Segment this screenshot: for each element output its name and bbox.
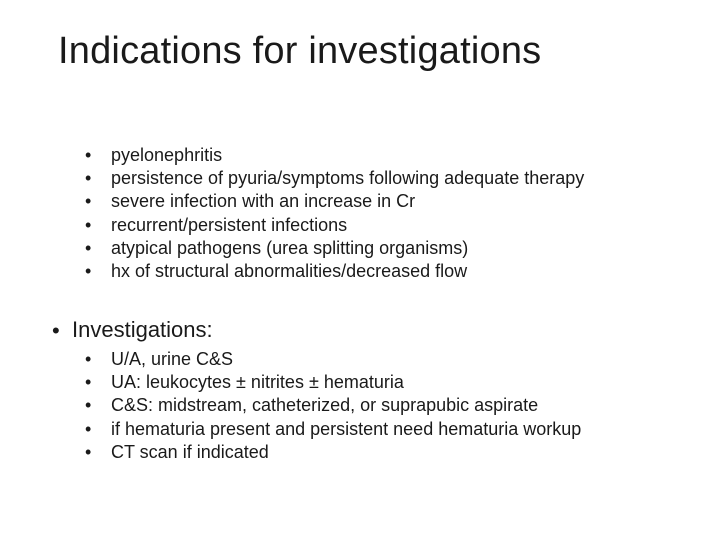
bullet-icon: •	[85, 145, 92, 165]
indications-list	[85, 144, 585, 283]
list-item	[85, 260, 584, 283]
list-item-text: hx of structural abnormalities/decreased flow	[111, 261, 468, 282]
list-item	[85, 348, 581, 371]
list-item	[85, 167, 585, 190]
slide-title: Indications for investigations	[58, 30, 542, 72]
list-item	[85, 418, 582, 441]
bullet-icon: •	[85, 214, 92, 235]
bullet-icon: •	[85, 372, 92, 393]
list-item-text: CT scan if indicated	[111, 441, 269, 462]
list-item	[85, 394, 581, 417]
investigations-heading-wrap	[52, 317, 213, 342]
list-item-text: C&S: midstream, catheterized, or suprapubic aspirate	[111, 395, 539, 416]
list-item-text: U/A, urine C&S	[111, 349, 234, 369]
list-item-text: severe infection with an increase in Cr	[111, 191, 416, 212]
list-item	[85, 441, 581, 464]
list-item-text: UA: leukocytes ± nitrites ± hematuria	[111, 372, 404, 393]
bullet-icon: •	[85, 441, 92, 462]
bullet-icon: •	[85, 418, 92, 439]
list-item	[85, 144, 584, 167]
list-item-text: atypical pathogens (urea splitting organisms)	[111, 237, 469, 258]
list-item	[85, 214, 584, 237]
list-item-text: recurrent/persistent infections	[111, 214, 348, 235]
investigations-heading: Investigations:	[72, 317, 213, 342]
list-item-text: pyelonephritis	[111, 145, 223, 165]
bullet-icon: •	[85, 168, 92, 189]
bullet-icon: •	[85, 261, 92, 282]
bullet-icon: •	[85, 237, 92, 258]
investigations-list	[85, 348, 582, 464]
list-item	[85, 371, 581, 394]
list-item	[85, 237, 584, 260]
list-item-text: if hematuria present and persistent need hematuria workup	[111, 418, 582, 439]
bullet-icon: •	[85, 191, 92, 212]
bullet-icon: •	[85, 349, 92, 369]
list-item	[52, 316, 213, 344]
bullet-icon: •	[85, 395, 92, 416]
list-item	[85, 190, 584, 213]
bullet-icon: •	[52, 318, 60, 343]
investigations-heading-list	[52, 316, 213, 344]
list-item-text: persistence of pyuria/symptoms following adequate therapy	[111, 168, 585, 189]
